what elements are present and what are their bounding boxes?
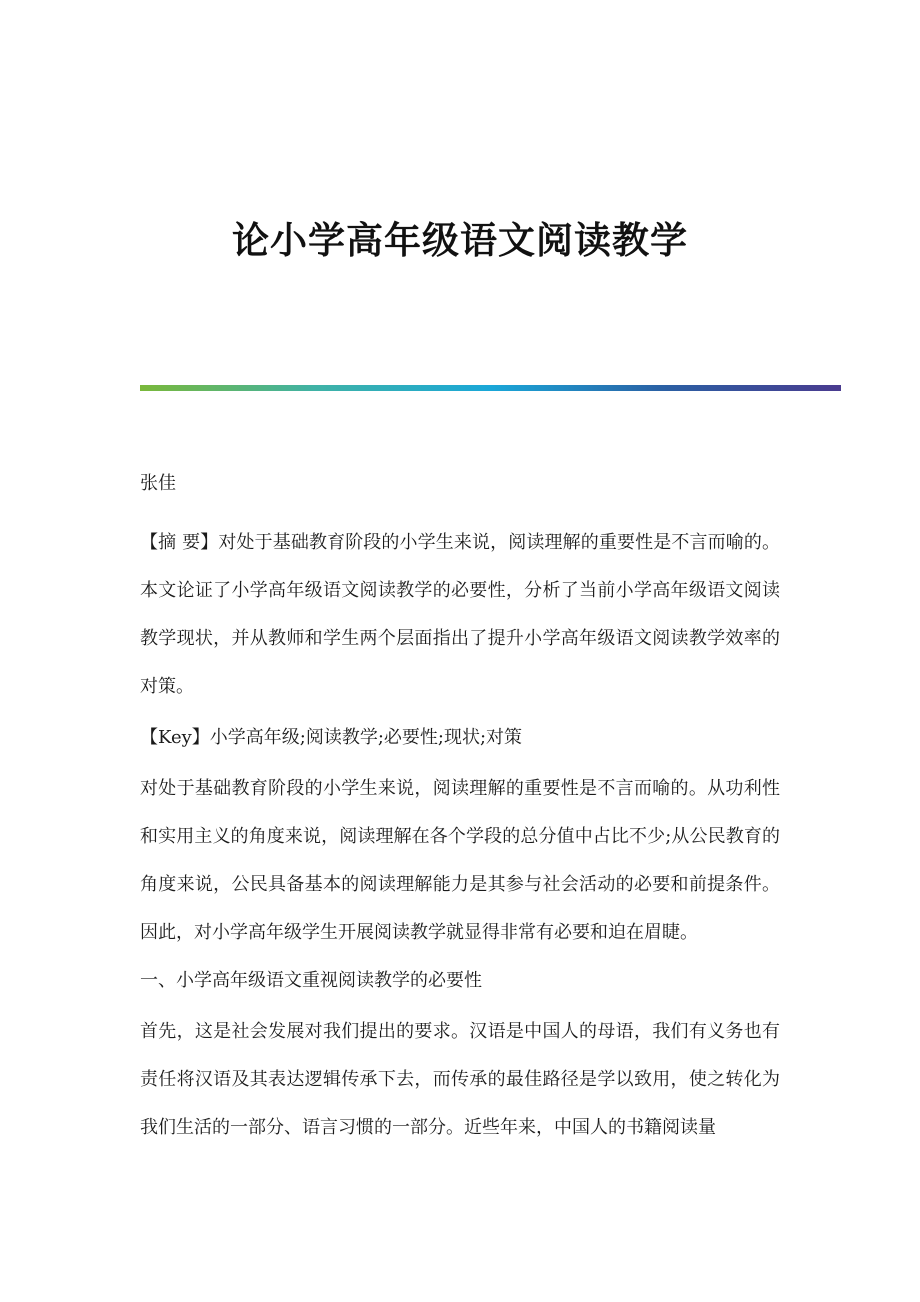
keywords-paragraph: 【Key】小学高年级;阅读教学;必要性;现状;对策	[140, 727, 523, 748]
intro-paragraph: 对处于基础教育阶段的小学生来说，阅读理解的重要性是不言而喻的。从功利性和实用主义的角度来说，阅读理解在各个学段的总分值中占比不少;从公民教育的角度来说，公民具备基本的阅读理解能力是其参与社会活动的必要和前提条件。因此，对小学高年级学生开展阅读教学就显得非常有必要和迫在眉睫。	[140, 778, 780, 943]
author-name: 张佳	[140, 473, 176, 494]
document-title: 论小学高年级语文阅读教学	[232, 218, 688, 262]
section-heading: 一、小学高年级语文重视阅读教学的必要性	[140, 970, 482, 991]
document-body	[140, 464, 780, 1152]
title-divider	[140, 385, 841, 391]
section-paragraph: 首先，这是社会发展对我们提出的要求。汉语是中国人的母语，我们有义务也有责任将汉语及其表达逻辑传承下去，而传承的最佳路径是学以致用，使之转化为我们生活的一部分、语言习惯的一部分。近些年来，中国人的书籍阅读量	[140, 1021, 780, 1138]
abstract-paragraph: 【摘 要】对处于基础教育阶段的小学生来说，阅读理解的重要性是不言而喻的。本文论证了小学高年级语文阅读教学的必要性，分析了当前小学高年级语文阅读教学现状，并从教师和学生两个层面指出了提升小学高年级语文阅读教学效率的对策。	[140, 532, 780, 697]
